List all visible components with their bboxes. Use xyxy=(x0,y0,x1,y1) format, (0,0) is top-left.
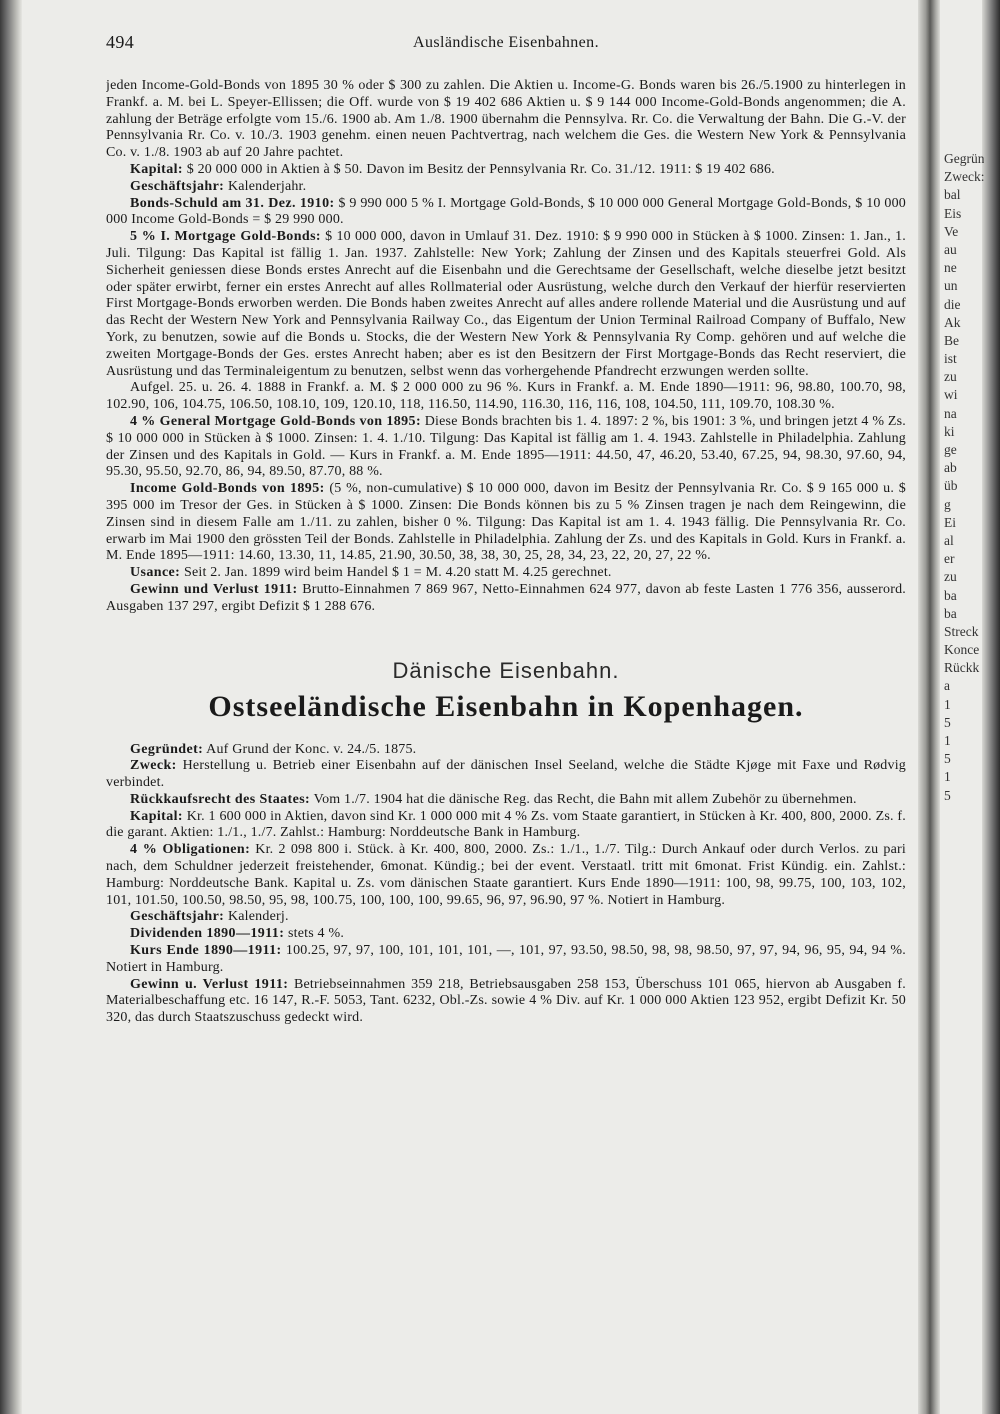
adjacent-page-line: Rückk xyxy=(944,660,980,676)
entry-paragraph xyxy=(106,179,906,196)
entry-text: 100.25, 97, 97, 100, 101, 101, 101, —, 101, 97, 93.50, 98.50, 98, 98, 98.50, 97, 97, 94, 96, 95, 94, 94 %. Notiert in Hamburg. xyxy=(106,943,906,975)
entry-paragraph xyxy=(106,380,906,414)
entry-text: Kr. 2 098 800 i. Stück. à Kr. 400, 800, 2000. Zs.: 1./1., 1./7. Tilg.: Durch Ankauf oder durch Verlos. zu pari nach, dem Schuldner jederzeit freistehender, 6monat. Kündig.; bei der event. Verstaatl. tritt mit 6monat. Frist Kündig. ein. Zahlst.: Hamburg: Norddeutsche Bank. Kapital u. Zs. vom dänischen Staate garantiert. Kurs Ende 1890—1911: 100, 98, 99.75, 100, 103, 102, 101, 101.50, 100.50, 98.50, 95, 98, 100.75, 100, 100, 100, 99.65, 96, 97, 96.90, 97 %. Notiert in Hamburg. xyxy=(106,842,906,908)
adjacent-page-line: 1 xyxy=(944,696,951,712)
entry-label: Income Gold-Bonds von 1895: xyxy=(130,481,325,497)
entry-label: Rückkaufsrecht des Staates: xyxy=(130,791,311,807)
adjacent-page-line: 5 xyxy=(944,787,951,803)
adjacent-page-line: bal xyxy=(944,187,961,203)
entry-label: Geschäftsjahr: xyxy=(130,909,225,925)
text-column xyxy=(106,30,906,1410)
entry-paragraph xyxy=(106,943,906,977)
entry-text: jeden Income-Gold-Bonds von 1895 30 % oder $ 300 zu zahlen. Die Aktien u. Income-G. Bonds waren bis 26./5.1900 zu hinterlegen in Frankf. a. M. bei L. Speyer-Ellissen; die Off. wurde von $ 19 402 686 Aktien u. $ 9 144 000 Income-Gold-Bonds angenommen; die A. zahlung der Beträge erfolgte vom 15./6. 1900 ab. Am 1./8. 1900 übernahm die Pennsylva. Rr. Co. die Verwaltung der Bahn. Die G.-V. der Pennsylvania Rr. Co. v. 10./3. 1903 genehm. einen neuen Pachtvertrag, nach welchem die Ges. die Western New York & Pennsylvania Co. v. 1./8. 1903 ab auf 20 Jahre pachtet. xyxy=(106,78,906,161)
entry-paragraph xyxy=(106,78,906,162)
page-number: 494 xyxy=(106,32,135,52)
adjacent-page-line: a xyxy=(944,678,950,694)
adjacent-page-line: ist xyxy=(944,351,957,367)
adjacent-page-line: er xyxy=(944,551,955,567)
entry-text: $ 9 990 000 5 % I. Mortgage Gold-Bonds, $ 10 000 000 General Mortgage Gold-Bonds, $ 10 000 000 Income Gold-Bonds = $ 29 990 000. xyxy=(106,195,906,228)
entry-label: Gegründet: xyxy=(130,741,204,757)
entry-label: Kurs Ende 1890—1911: xyxy=(130,943,282,959)
adjacent-page-line: Ei xyxy=(944,514,956,530)
previous-company-section xyxy=(106,78,906,616)
entry-paragraph xyxy=(106,977,906,1027)
running-header xyxy=(106,30,906,60)
entry-paragraph xyxy=(106,809,906,843)
adjacent-page-line: üb xyxy=(944,478,958,494)
entry-paragraph xyxy=(106,414,906,481)
entry-label: Bonds-Schuld am 31. Dez. 1910: xyxy=(130,195,335,211)
adjacent-page-line: 1 xyxy=(944,733,951,748)
entry-paragraph xyxy=(106,926,906,943)
adjacent-page-line: Gegrün xyxy=(944,151,984,166)
adjacent-page-line: zu xyxy=(944,369,957,385)
adjacent-page-line: zu xyxy=(944,569,957,585)
book-gutter xyxy=(918,0,940,1414)
entry-paragraph xyxy=(106,742,906,759)
entry-text: Herstellung u. Betrieb einer Eisenbahn auf der dänischen Insel Seeland, welche die Städte Kjøge mit Faxe und Rødvig verbindet. xyxy=(106,758,906,791)
entry-text: $ 20 000 000 in Aktien à $ 50. Davon im Besitz der Pennsylvania Rr. Co. 31./12. 1911: $ 19 402 686. xyxy=(186,161,775,177)
entry-paragraph xyxy=(106,565,906,582)
adjacent-page-line: Streck xyxy=(944,623,979,639)
adjacent-page-line: ba xyxy=(944,605,957,621)
entry-paragraph xyxy=(106,162,906,179)
entry-paragraph xyxy=(106,229,906,380)
entry-text: Kalenderjahr. xyxy=(227,178,307,194)
entry-label: Zweck: xyxy=(130,758,177,774)
entry-label: 4 % General Mortgage Gold-Bonds von 1895: xyxy=(130,413,422,429)
entry-text: Auf Grund der Konc. v. 24./5. 1875. xyxy=(206,741,417,757)
entry-label: Usance: xyxy=(130,565,181,581)
entry-paragraph xyxy=(106,792,906,809)
entry-text: Diese Bonds brachten bis 1. 4. 1897: 2 %, bis 1901: 3 %, und bringen jetzt 4 % Zs. $ 10 000 000 in Stücken à $ 1000. Zinsen: 1. 4. 1./10. Tilgung: Das Kapital ist fällig am 1. 4. 1943. Zahlstelle in Philadelphia. Zahlung der Zinsen und des Kapitals in Gold. — Kurs in Frankf. a. M. Ende 1895—1911: 44.50, 47, 46.20, 53.40, 67.25, 94, 98.30, 97.60, 94, 95.30, 95.50, 92.70, 86, 94, 89.50, 87.70, 88 %. xyxy=(106,413,906,480)
entry-text: Betriebseinnahmen 359 218, Betriebsausgaben 258 153, Überschuss 101 065, hiervon ab Ausgaben f. Materialbeschaffung etc. 16 147, R.-F. 5053, Tant. 6232, Obl.-Zs. sowie 4 % Div. auf Kr. 1 000 000 Aktien 123 952, ergibt Defizit Kr. 50 320, das durch Staatszuschuss gedeckt wird. xyxy=(106,976,906,1026)
entry-label: 5 % I. Mortgage Gold-Bonds: xyxy=(130,229,321,245)
adjacent-page-line: na xyxy=(944,405,957,421)
entry-label: Kapital: xyxy=(130,808,183,824)
entry-text: Brutto-Einnahmen 7 869 967, Netto-Einnahmen 624 977, davon ab feste Lasten 1 776 356, ausserord. Ausgaben 137 297, ergibt Defizit $ 1 288 676. xyxy=(106,581,906,614)
entry-paragraph xyxy=(106,842,906,909)
adjacent-page-fragment xyxy=(944,150,984,805)
entry-text: Kalenderj. xyxy=(227,909,289,925)
adjacent-page-line: ab xyxy=(944,460,957,476)
page-right-edge xyxy=(982,0,1000,1414)
entry-paragraph xyxy=(106,909,906,926)
adjacent-page-line: ki xyxy=(944,423,955,439)
adjacent-page-line: 5 xyxy=(944,751,951,767)
adjacent-page-line: 5 xyxy=(944,714,951,730)
company-title: Ostseeländische Eisenbahn in Kopenhagen. xyxy=(208,689,804,723)
adjacent-page-line: Ve xyxy=(944,223,959,239)
entry-text: $ 10 000 000, davon in Umlauf 31. Dez. 1910: $ 9 990 000 in Stücken à $ 1000. Zinsen: 1. Jan., 1. Juli. Tilgung: Das Kapital ist fällig 1. Jan. 1937. Zahlstelle: New York; Zahlung der Zinsen und des Kapitals steuerfrei Gold. Als Sicherheit geniessen diese Bonds erstes Anrecht auf die Eisenbahn und die Gerechtsame der Gesellschaft, welche dieselbe jetzt besitzt oder später erwirbt, ferner ein erstes Anrecht auf alles Rollmaterial oder Ausrüstung, welche durch den Verkauf der hierfür reservierten First Mortgage-Bonds erworben werden. Die Bonds haben zweites Anrecht auf alles andere rollende Material und die Ausrüstung und auf das Recht der Western New York and Pennsylvania Railway Co., das Eigentum der Union Terminal Railroad Company of Buffalo, New York, zu benutzen, sowie auf die Bonds u. Stocks, die der Western New York & Pennsylvania Ry Comp. gehören und auf welche die zweiten Mortgage-Bonds der Ges. erstes Anrecht haben; aber es ist den Besitzern der First Mortgage-Bonds das Recht reserviert, die Ausrüstung und das Terminaleigentum zu benutzen, selbst wenn das vorhergehende Pfandrecht erzwungen werden sollte. xyxy=(106,229,906,379)
adjacent-page-line: Ak xyxy=(944,314,961,330)
entry-label: Gewinn u. Verlust 1911: xyxy=(130,976,289,992)
section-heading: Dänische Eisenbahn. xyxy=(392,657,620,683)
adjacent-page-line: Konce xyxy=(944,642,980,658)
entry-paragraph xyxy=(106,481,906,565)
entry-text: (5 %, non-cumulative) $ 10 000 000, davon im Besitz der Pennsylvania Rr. Co. $ 9 165 000 u. $ 395 000 im Tresor der Ges. in Stücken à $ 1000. Zinsen: Die Bonds können bis zu 5 % Zinsen tragen je nach dem Reingewinn, die Zinsen sind in diesem Falle am 1./11. zu zahlen, bisher 0 %. Tilgung: Das Kapital ist am 1. 4. 1943 fällig. Die Pennsylvania Rr. Co. erwarb im Mai 1900 den grössten Teil der Bonds. Zahlstelle in Philadelphia. Zahlung der Zs. und des Kapitals in Gold. Kurs in Frankf. a. M. Ende 1895—1911: 14.60, 13.30, 11, 14.85, 21.90, 30.50, 38, 38, 30, 25, 28, 34, 23, 22, 20, 27, 22 %. xyxy=(106,481,906,564)
page-left-edge xyxy=(0,0,22,1414)
company-entries xyxy=(106,742,906,1028)
entry-text: stets 4 %. xyxy=(287,926,345,942)
adjacent-page-line: Eis xyxy=(944,205,962,221)
adjacent-page-line: au xyxy=(944,241,957,257)
adjacent-page-line: ne xyxy=(944,260,957,276)
entry-text: Seit 2. Jan. 1899 wird beim Handel $ 1 = M. 4.20 statt M. 4.25 gerechnet. xyxy=(183,565,612,581)
adjacent-page-line: al xyxy=(944,532,954,548)
adjacent-page-line: ba xyxy=(944,587,957,603)
entry-paragraph xyxy=(106,196,906,230)
adjacent-page-line: Zweck: xyxy=(944,169,984,185)
entry-label: 4 % Obligationen: xyxy=(130,842,251,858)
entry-label: Gewinn und Verlust 1911: xyxy=(130,581,298,597)
entry-paragraph xyxy=(106,582,906,616)
entry-paragraph xyxy=(106,758,906,792)
entry-label: Dividenden 1890—1911: xyxy=(130,926,285,942)
adjacent-page-line: ge xyxy=(944,442,957,457)
entry-text: Vom 1./7. 1904 hat die dänische Reg. das Recht, die Bahn mit allem Zubehör zu übernehmen. xyxy=(313,791,857,807)
running-title: Ausländische Eisenbahnen. xyxy=(413,34,599,51)
entry-text: Aufgel. 25. u. 26. 4. 1888 in Frankf. a. M. $ 2 000 000 zu 96 %. Kurs in Frankf. a. M. Ende 1890—1911: 96, 98.80, 100.70, 98, 102.90, 106, 104.75, 106.50, 108.10, 109, 120.10, 118, 116.50, 114.90, 116.30, 116, 116, 108, 104.50, 111, 109.70, 108.30 %. xyxy=(106,380,906,413)
entry-label: Geschäftsjahr: xyxy=(130,178,225,194)
adjacent-page-line: Be xyxy=(944,332,959,348)
adjacent-page-line: wi xyxy=(944,387,958,403)
adjacent-page-line: die xyxy=(944,296,961,312)
adjacent-page-line: g xyxy=(944,496,951,512)
entry-label: Kapital: xyxy=(130,161,183,177)
adjacent-page-line: un xyxy=(944,278,958,294)
entry-text: Kr. 1 600 000 in Aktien, davon sind Kr. 1 000 000 mit 4 % Zs. vom Staate garantiert, in Stücken à Kr. 400, 800, 2000. Zs. f. die garant. Aktien: 1./1., 1./7. Zahlst.: Hamburg: Norddeutsche Bank in Hamburg. xyxy=(106,808,906,841)
adjacent-page-line: 1 xyxy=(944,769,951,785)
